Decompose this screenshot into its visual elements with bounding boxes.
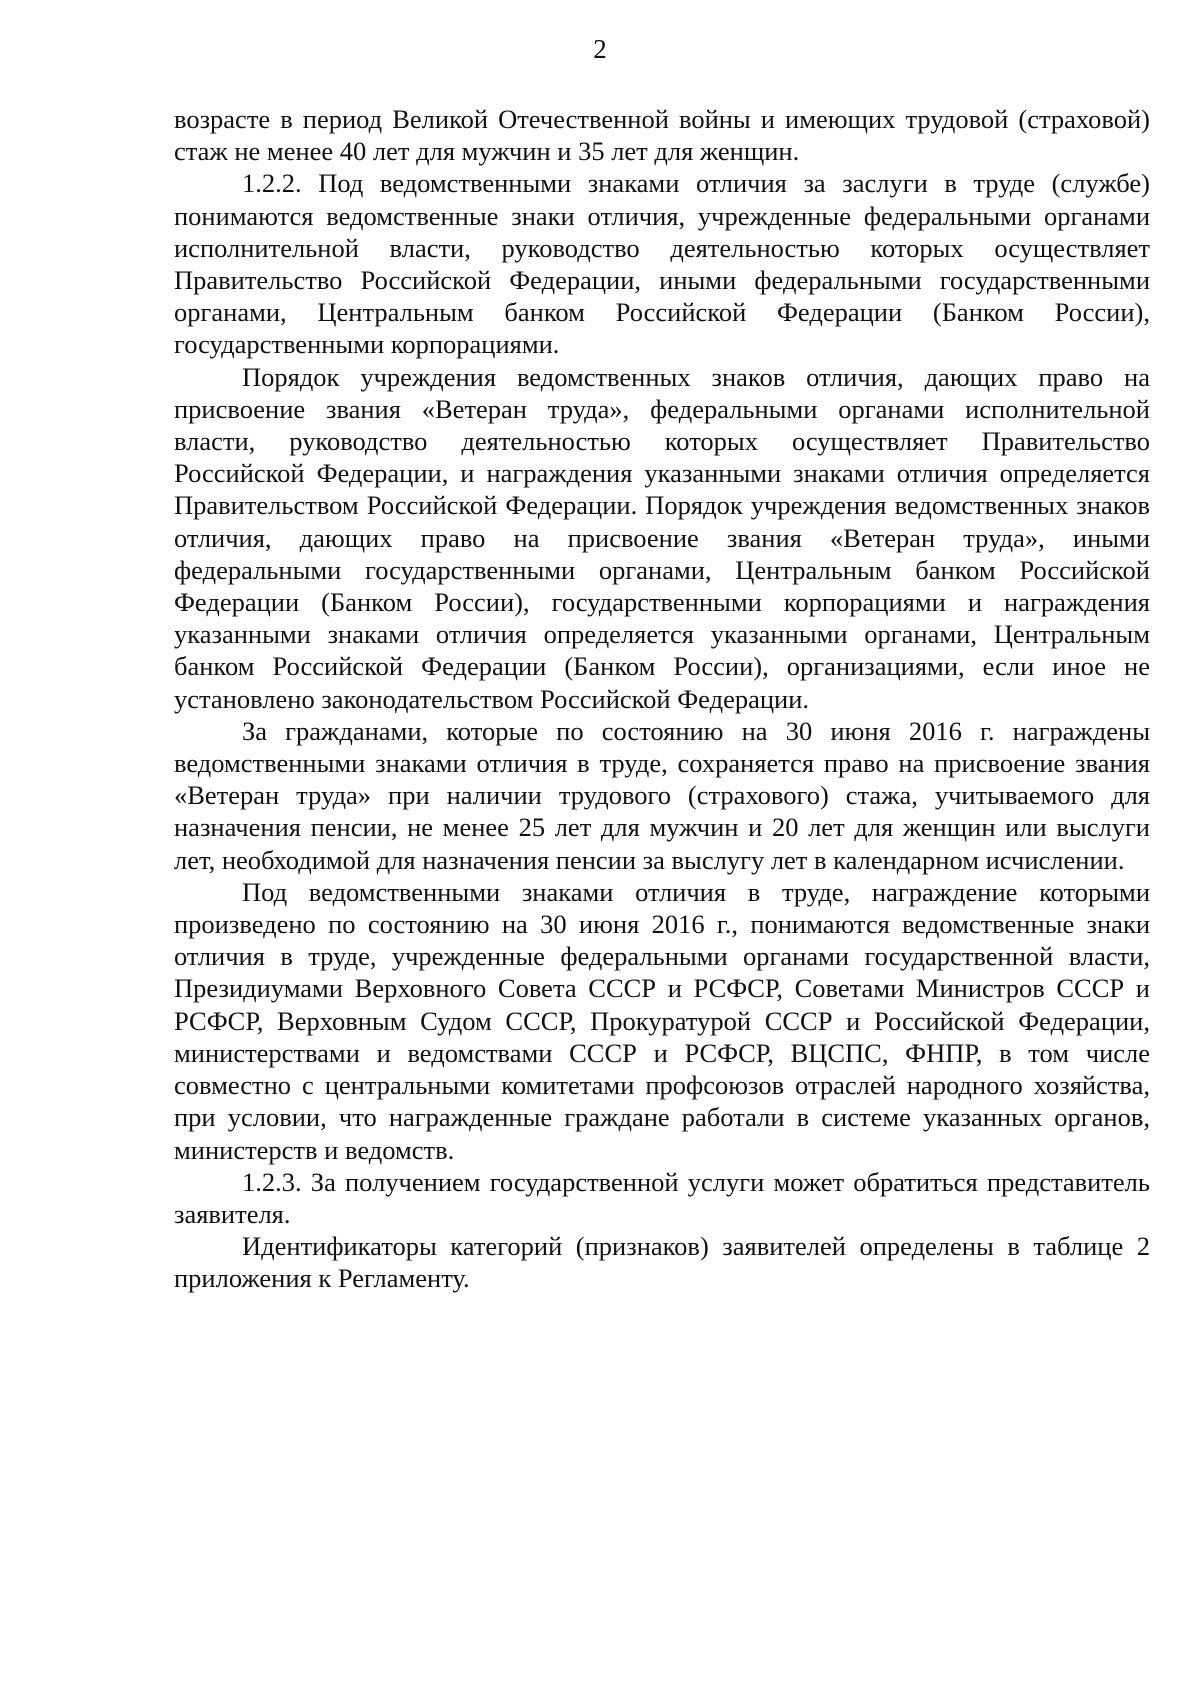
paragraph-identifiers: Идентификаторы категорий (признаков) заявителей определены в таблице 2 приложения к Регламенту.	[174, 1231, 1150, 1294]
paragraph-1-2-2: 1.2.2. Под ведомственными знаками отличия за заслуги в труде (службе) понимаются ведомственные знаки отличия, учрежденные федеральными органами исполнительной власти, руководство деятельностью которых осуществляет Правительство Российской Федерации, иными федеральными государственными органами, Центральным банком Российской Федерации (Банком России), государственными корпорациями.	[174, 168, 1150, 360]
paragraph-labor-awards-definition: Под ведомственными знаками отличия в труде, награждение которыми произведено по состоянию на 30 июня 2016 г., понимаются ведомственные знаки отличия в труде, учрежденные федеральными органами государственной власти, Президиумами Верховного Совета СССР и РСФСР, Советами Министров СССР и РСФСР, Верховным Судом СССР, Прокуратурой СССР и Российской Федерации, министерствами и ведомствами СССР и РСФСР, ВЦСПС, ФНПР, в том числе совместно с центральными комитетами профсоюзов отраслей народного хозяйства, при условии, что награжденные граждане работали в системе указанных органов, министерств и ведомств.	[174, 876, 1150, 1165]
paragraph-june-2016-rights: За гражданами, которые по состоянию на 30 июня 2016 г. награждены ведомственными знаками отличия в труде, сохраняется право на присвоение звания «Ветеран труда» при наличии трудового (страхового) стажа, учитываемого для назначения пенсии, не менее 25 лет для мужчин и 20 лет для женщин или выслуги лет, необходимой для назначения пенсии за выслугу лет в календарном исчислении.	[174, 715, 1150, 875]
paragraph-1-2-3: 1.2.3. За получением государственной услуги может обратиться представитель заявителя.	[174, 1166, 1150, 1229]
document-body	[174, 103, 1150, 1295]
paragraph-award-procedure: Порядок учреждения ведомственных знаков отличия, дающих право на присвоение звания «Ветеран труда», федеральными органами исполнительной власти, руководство деятельностью которых осуществляет Правительство Российской Федерации, и награждения указанными знаками отличия определяется Правительством Российской Федерации. Порядок учреждения ведомственных знаков отличия, дающих право на присвоение звания «Ветеран труда», иными федеральными государственными органами, Центральным банком Российской Федерации (Банком России), государственными корпорациями и награждения указанными знаками отличия определяется указанными органами, Центральным банком Российской Федерации (Банком России), организациями, если иное не установлено законодательством Российской Федерации.	[174, 361, 1150, 714]
paragraph-continuation: возрасте в период Великой Отечественной войны и имеющих трудовой (страховой) стаж не менее 40 лет для мужчин и 35 лет для женщин.	[174, 104, 1150, 167]
page-number: 2	[593, 34, 607, 64]
